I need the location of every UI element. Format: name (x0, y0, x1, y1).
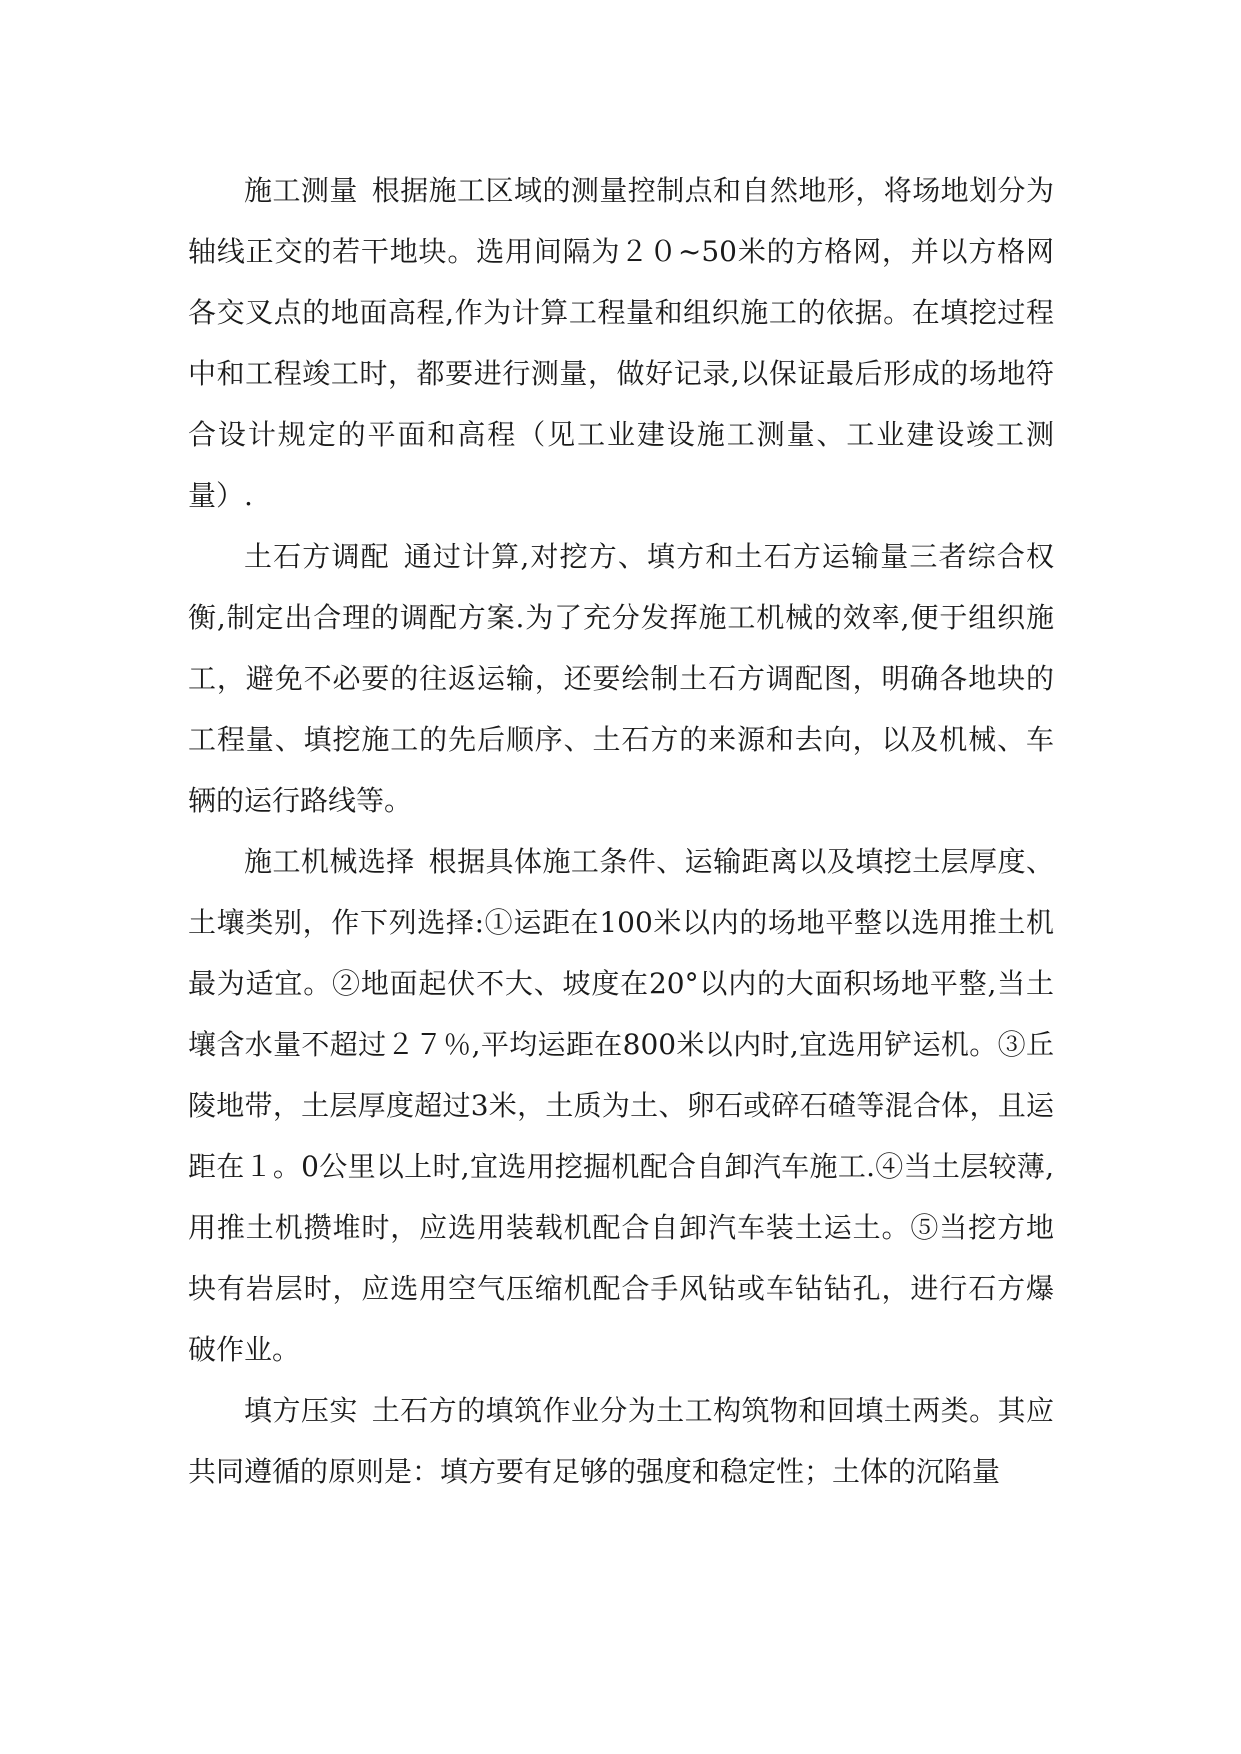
paragraph-fill-compaction (188, 1380, 1054, 1502)
paragraph-text: 根据施工区域的测量控制点和自然地形，将场地划分为轴线正交的若干地块。选用间隔为２０~50米的方格网，并以方格网各交叉点的地面高程,作为计算工程量和组织施工的依据。在填挖过程中和工程竣工时，都要进行测量，做好记录,以保证最后形成的场地符合设计规定的平面和高程（见工业建设施工测量、工业建设竣工测量）. (188, 174, 1054, 512)
paragraph-lead-term: 施工测量 (244, 174, 358, 207)
document-body (188, 160, 1054, 1502)
paragraph-earthwork-allocation (188, 526, 1054, 831)
paragraph-construction-survey (188, 160, 1054, 526)
paragraph-text: 土石方的填筑作业分为土工构筑物和回填土两类。其应共同遵循的原则是：填方要有足够的强度和稳定性；土体的沉陷量 (188, 1394, 1054, 1488)
paragraph-lead-term: 土石方调配 (244, 540, 390, 573)
paragraph-text: 通过计算,对挖方、填方和土石方运输量三者综合权衡,制定出合理的调配方案.为了充分发挥施工机械的效率,便于组织施工，避免不必要的往返运输，还要绘制土石方调配图，明确各地块的工程量、填挖施工的先后顺序、土石方的来源和去向，以及机械、车辆的运行路线等。 (188, 540, 1054, 817)
paragraph-lead-term: 施工机械选择 (244, 845, 415, 878)
paragraph-lead-term: 填方压实 (244, 1394, 358, 1427)
paragraph-text: 根据具体施工条件、运输距离以及填挖土层厚度、土壤类别，作下列选择:①运距在100米以内的场地平整以选用推土机最为适宜。②地面起伏不大、坡度在20°以内的大面积场地平整,当土壤含水量不超过２７％,平均运距在800米以内时,宜选用铲运机。③丘陵地带，土层厚度超过3米，土质为土、卵石或碎石碴等混合体，且运距在１。0公里以上时,宜选用挖掘机配合自卸汽车施工.④当土层较薄,用推土机攒堆时，应选用装载机配合自卸汽车装土运土。⑤当挖方地块有岩层时，应选用空气压缩机配合手风钻或车钻钻孔，进行石方爆破作业。 (188, 845, 1054, 1366)
paragraph-machinery-selection (188, 831, 1054, 1380)
